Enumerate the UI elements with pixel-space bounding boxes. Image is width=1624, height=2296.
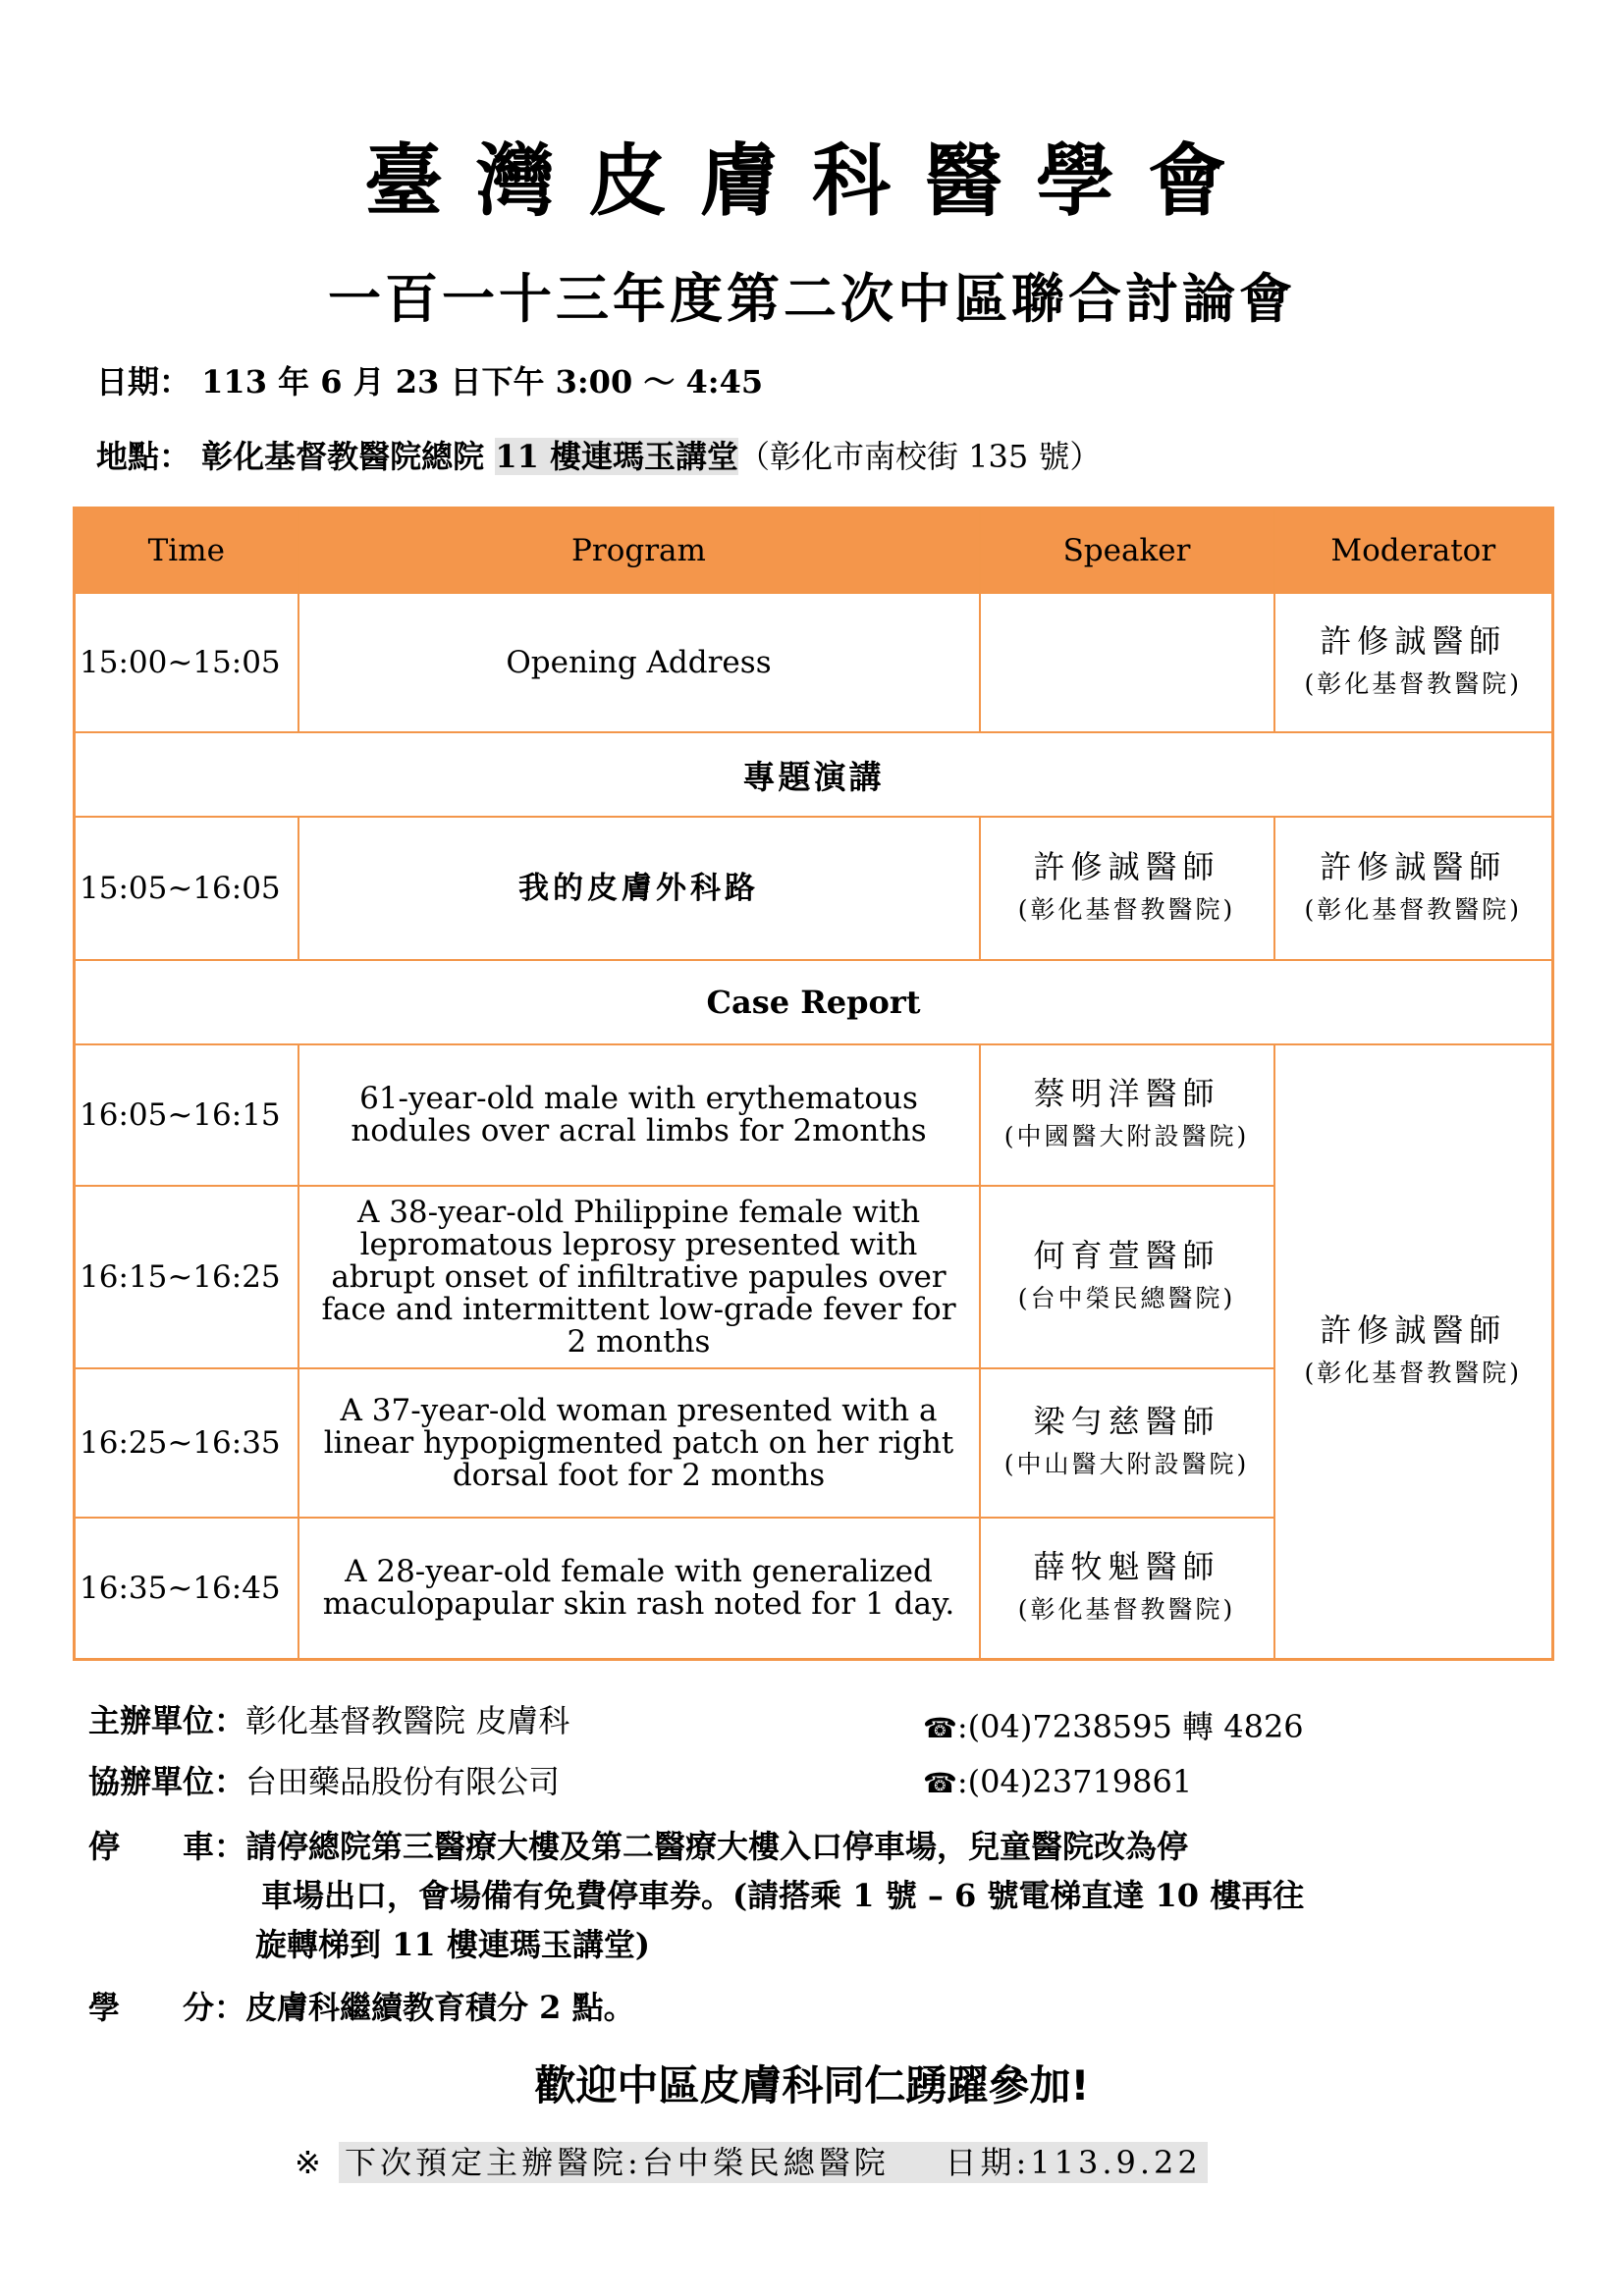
schedule-table — [73, 507, 1554, 1661]
cohost-value: 台田藥品股份有限公司 — [245, 1763, 561, 1800]
speaker-org: (中國醫大附設醫院) — [1003, 1122, 1250, 1150]
row-speaker — [980, 1186, 1274, 1368]
row-moderator — [1274, 817, 1553, 960]
moderator-org: (彰化基督教醫院) — [1304, 1358, 1522, 1387]
row-moderator — [1274, 593, 1553, 732]
row-time: 16:35~16:45 — [75, 1518, 298, 1659]
cohost-phone: :(04)23719861 — [956, 1763, 1193, 1800]
place-address: （彰化市南校街 135 號） — [738, 438, 1102, 475]
page-title: 臺灣皮膚科醫學會 — [364, 135, 1260, 227]
row-speaker — [980, 1518, 1274, 1659]
speaker-name: 薛牧魁醫師 — [1033, 1547, 1220, 1585]
cohost-line — [88, 1757, 560, 1806]
cohost-label: 協辦單位： — [88, 1763, 246, 1800]
table-row — [75, 593, 1553, 732]
moderator-name: 許修誠醫師 — [1320, 1310, 1507, 1349]
cohost-phone-line — [923, 1763, 1192, 1800]
table-row — [75, 1044, 1553, 1186]
section-row — [75, 732, 1553, 817]
speaker-name: 何育萱醫師 — [1033, 1237, 1220, 1274]
header-time: Time — [75, 508, 298, 594]
date-value: 113 年 6 月 23 日下午 3:00 ～ 4:45 — [201, 363, 764, 400]
date-label: 日期： — [96, 363, 191, 400]
moderator-name: 許修誠醫師 — [1320, 848, 1507, 885]
next-host: 下次預定主辦醫院:台中榮民總醫院 — [344, 2144, 890, 2181]
phone-icon: ☎ — [923, 1712, 957, 1744]
credit-value: 皮膚科繼續教育積分 2 點。 — [245, 1989, 635, 2026]
speaker-name: 蔡明洋醫師 — [1033, 1075, 1220, 1112]
row-time: 15:00~15:05 — [75, 593, 298, 732]
row-speaker — [980, 593, 1274, 732]
parking-line-1: 請停總院第三醫療大樓及第二醫療大樓入口停車場，兒童醫院改為停 — [245, 1828, 1189, 1865]
row-time: 16:05~16:15 — [75, 1044, 298, 1186]
row-time: 16:15~16:25 — [75, 1186, 298, 1368]
parking-label: 停 車： — [88, 1828, 246, 1865]
row-program: A 37-year-old woman presented with a linear hypopigmented patch on her right dorsal foot for 2 months — [298, 1368, 980, 1518]
date-line — [96, 357, 763, 402]
row-speaker — [980, 1368, 1274, 1518]
row-program: A 38-year-old Philippine female with lepromatous leprosy presented with abrupt onset of infiltrative papules over face and intermittent low-grade fever for 2 months — [298, 1186, 980, 1368]
page-subtitle: 一百一十三年度第二次中區聯合討論會 — [328, 268, 1296, 330]
parking-line-2: 車場出口，會場備有免費停車券。(請搭乘 1 號 – 6 號電梯直達 10 樓再往 — [261, 1877, 1305, 1914]
host-label: 主辦單位： — [88, 1702, 246, 1739]
row-program: 我的皮膚外科路 — [298, 817, 980, 960]
moderator-name: 許修誠醫師 — [1320, 622, 1507, 660]
case-moderator — [1274, 1044, 1553, 1659]
place-hospital: 彰化基督教醫院總院 — [201, 438, 485, 475]
header-moderator: Moderator — [1274, 508, 1553, 594]
speaker-name: 許修誠醫師 — [1033, 848, 1220, 885]
speaker-org: (台中榮民總醫院) — [1017, 1284, 1236, 1312]
next-meeting-line — [295, 2138, 1208, 2183]
row-program: 61-year-old male with erythematous nodules over acral limbs for 2months — [298, 1044, 980, 1186]
place-label: 地點： — [96, 438, 191, 475]
parking-block — [88, 1822, 1561, 1969]
note-mark: ※ — [295, 2144, 325, 2181]
header-speaker: Speaker — [980, 508, 1274, 594]
table-row — [75, 817, 1553, 960]
next-meeting-info — [339, 2142, 1208, 2183]
host-line — [88, 1696, 569, 1745]
host-value: 彰化基督教醫院 皮膚科 — [245, 1702, 570, 1739]
row-speaker — [980, 817, 1274, 960]
speaker-name: 梁勻慈醫師 — [1033, 1403, 1220, 1440]
section-title-lecture: 專題演講 — [75, 732, 1553, 817]
place-hall: 11 樓連瑪玉講堂 — [495, 438, 738, 475]
credit-line — [88, 1983, 635, 2032]
host-phone: :(04)7238595 轉 4826 — [956, 1708, 1304, 1745]
host-phone-line — [923, 1702, 1304, 1747]
row-program: A 28-year-old female with generalized maculopapular skin rash noted for 1 day. — [298, 1518, 980, 1659]
next-date: 日期:113.9.22 — [945, 2144, 1202, 2181]
place-line — [96, 432, 1101, 477]
welcome-message: 歡迎中區皮膚科同仁踴躍參加! — [534, 2061, 1090, 2109]
section-row — [75, 960, 1553, 1044]
moderator-org: (彰化基督教醫院) — [1304, 669, 1522, 698]
table-header-row — [75, 508, 1553, 594]
row-speaker — [980, 1044, 1274, 1186]
header-program: Program — [298, 508, 980, 594]
speaker-org: (彰化基督教醫院) — [1017, 895, 1236, 924]
section-title-case-report: Case Report — [75, 960, 1553, 1044]
row-program: Opening Address — [298, 593, 980, 732]
speaker-org: (中山醫大附設醫院) — [1003, 1450, 1250, 1478]
parking-line-3: 旋轉梯到 11 樓連瑪玉講堂) — [255, 1926, 650, 1963]
speaker-org: (彰化基督教醫院) — [1017, 1594, 1236, 1624]
credit-label: 學 分： — [88, 1989, 246, 2026]
row-time: 15:05~16:05 — [75, 817, 298, 960]
moderator-org: (彰化基督教醫院) — [1304, 895, 1522, 924]
phone-icon: ☎ — [923, 1767, 957, 1799]
row-time: 16:25~16:35 — [75, 1368, 298, 1518]
